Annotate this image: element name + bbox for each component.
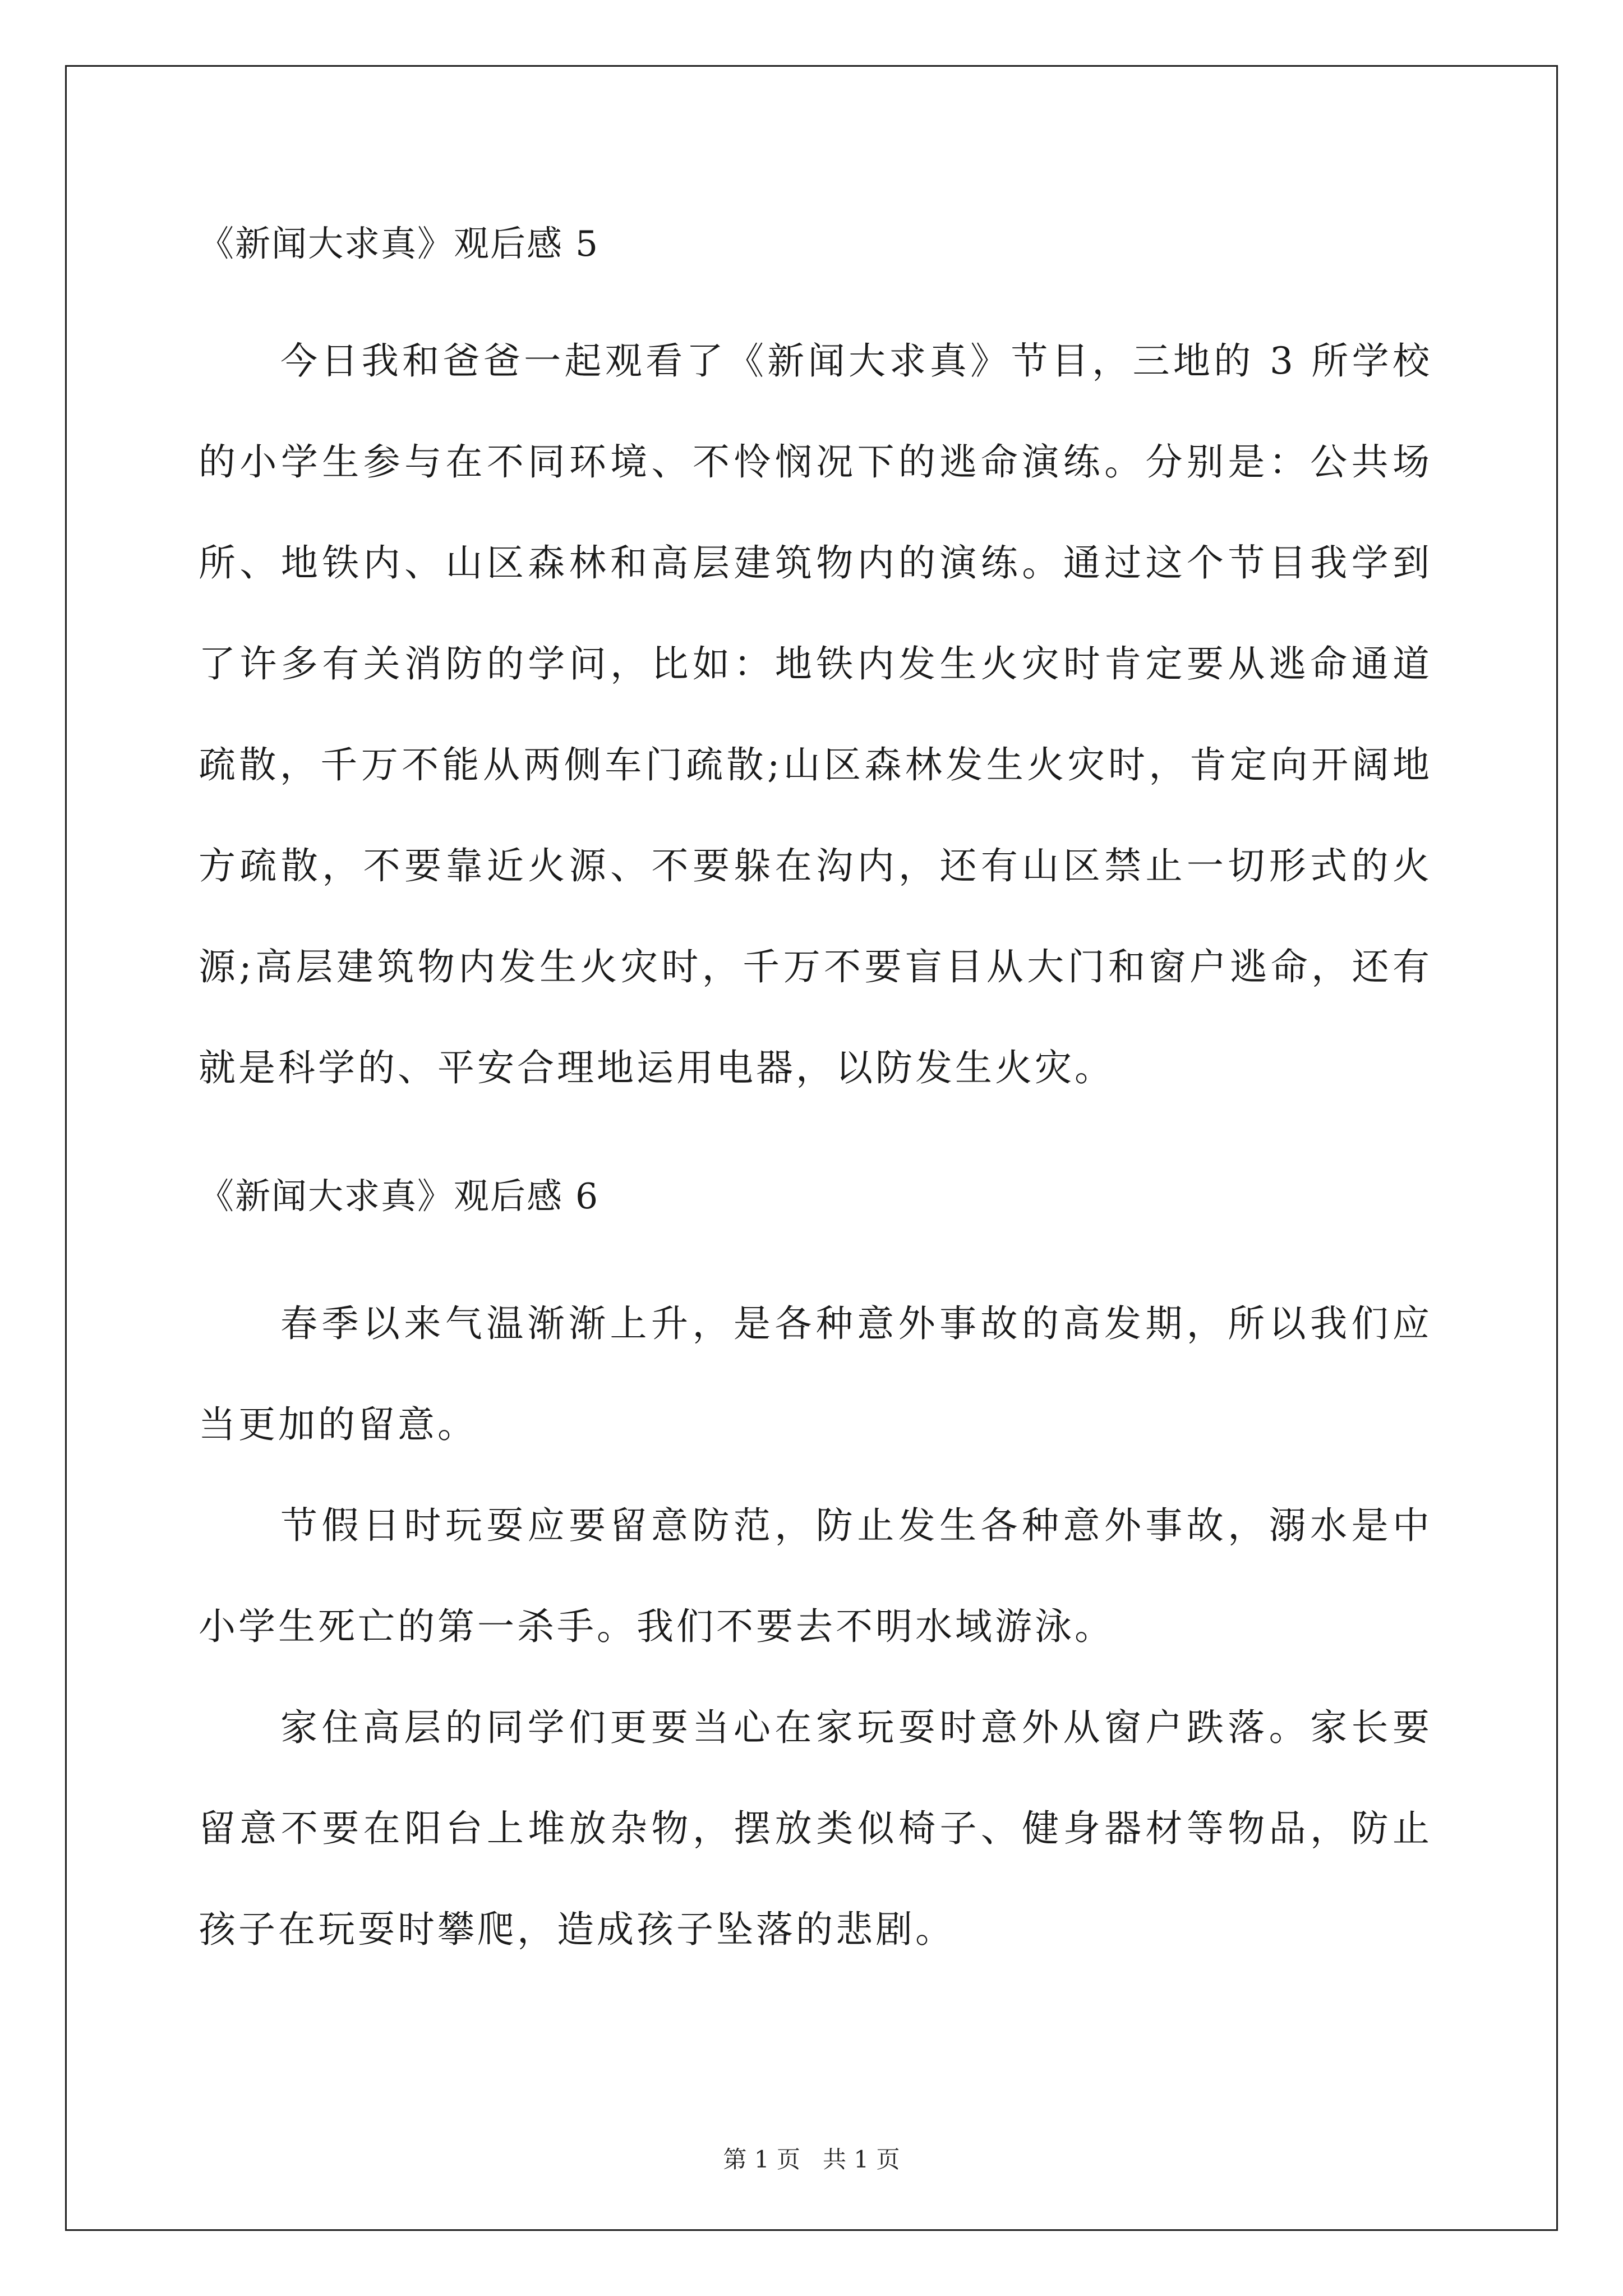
page-total: 共 1 页 [823,2146,900,2173]
section-title-5: 《新闻大求真》观后感 5 [199,223,600,264]
paragraph: 节假日时玩耍应要留意防范，防止发生各种意外事故，溺水是中小学生死亡的第一杀手。我们不要去不明水域游泳。 [199,1504,1432,1648]
page-footer [0,2143,1623,2177]
paragraph: 家住高层的同学们更要当心在家玩耍时意外从窗户跌落。家长要留意不要在阳台上堆放杂物，摆放类似椅子、健身器材等物品，防止孩子在玩耍时攀爬，造成孩子坠落的悲剧。 [199,1706,1432,1951]
section-title-6: 《新闻大求真》观后感 6 [199,1176,600,1217]
document-body [199,219,1432,1951]
paragraph: 春季以来气温渐渐上升，是各种意外事故的高发期，所以我们应当更加的留意。 [199,1302,1432,1446]
page-number: 第 1 页 [723,2146,800,2173]
paragraph: 今日我和爸爸一起观看了《新闻大求真》节目，三地的 3 所学校的小学生参与在不同环境、不怜悯况下的逃命演练。分别是：公共场所、地铁内、山区森林和高层建筑物内的演练。通过这个节目我学到了许多有关消防的学问，比如：地铁内发生火灾时肯定要从逃命通道疏散，千万不能从两侧车门疏散;山区森林发生火灾时，肯定向开阔地方疏散，不要靠近火源、不要躲在沟内，还有山区禁止一切形式的火源;高层建筑物内发生火灾时，千万不要盲目从大门和窗户逃命，还有就是科学的、平安合理地运用电器，以防发生火灾。 [199,339,1432,1089]
section-body-6 [199,1273,1432,1980]
footer-gap [800,2146,823,2173]
